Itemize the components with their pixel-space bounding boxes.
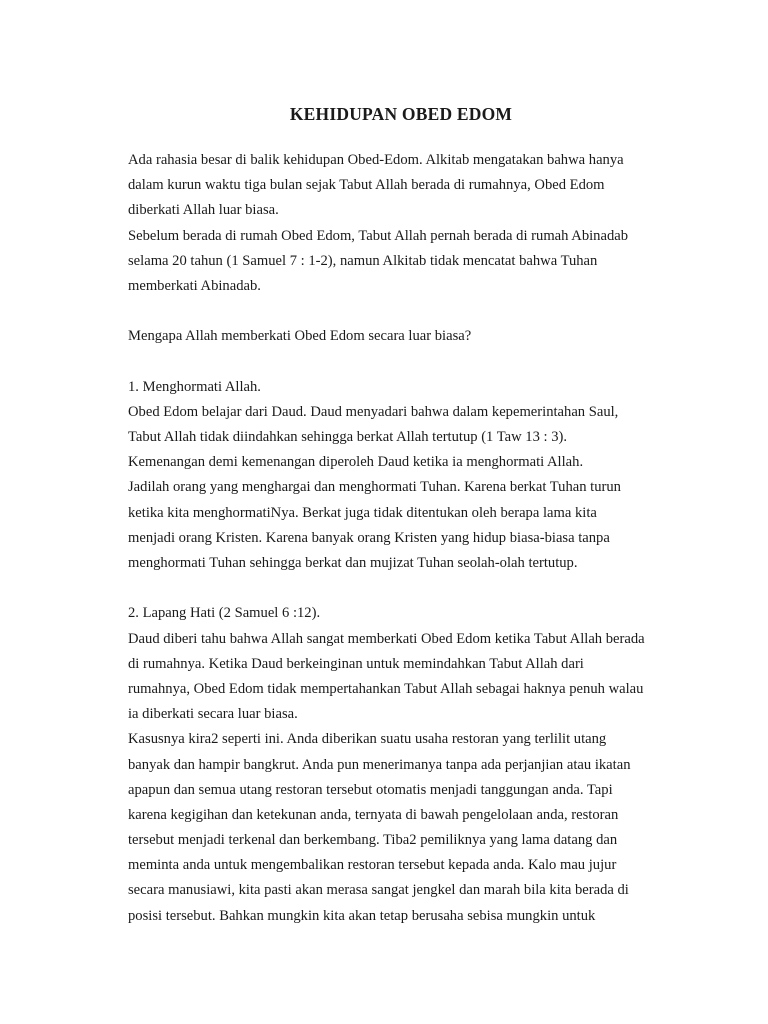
text-line: Ada rahasia besar di balik kehidupan Obed-Edom. Alkitab mengatakan bahwa hanya <box>128 152 624 168</box>
text-line: di rumahnya. Ketika Daud berkeinginan untuk memindahkan Tabut Allah dari <box>128 655 584 672</box>
document-title: KEHIDUPAN OBED EDOM <box>289 104 513 124</box>
text-line: diberkati Allah luar biasa. <box>128 202 279 219</box>
text-line: Obed Edom belajar dari Daud. Daud menyadari bahwa dalam kepemerintahan Saul, <box>128 403 619 420</box>
text-line: menjadi orang Kristen. Karena banyak orang Kristen yang hidup biasa-biasa tanpa <box>128 529 610 546</box>
text-line: ia diberkati secara luar biasa. <box>128 706 298 723</box>
text-line: banyak dan hampir bangkrut. Anda pun menerimanya tanpa ada perjanjian atau ikatan <box>128 756 631 773</box>
paragraph-gap <box>128 299 708 324</box>
text-line: Tabut Allah tidak diindahkan sehingga berkat Allah tertutup (1 Taw 13 : 3). <box>128 429 568 446</box>
text-line: 1. Menghormati Allah. <box>128 378 261 395</box>
text-line: menghormati Tuhan sehingga berkat dan mujizat Tuhan seolah-olah tertutup. <box>128 555 578 571</box>
text-line: meminta anda untuk mengembalikan restoran tersebut kepada anda. Kalo mau jujur <box>128 857 617 874</box>
paragraph-gap <box>128 576 708 601</box>
text-line: Sebelum berada di rumah Obed Edom, Tabut Allah pernah berada di rumah Abinadab <box>128 227 629 244</box>
paragraph-gap <box>128 350 708 375</box>
text-line: secara manusiawi, kita pasti akan merasa sangat jengkel dan marah bila kita berada di <box>128 882 629 899</box>
text-line: karena kegigihan dan ketekunan anda, ternyata di bawah pengelolaan anda, restoran <box>128 806 619 823</box>
text-line: Jadilah orang yang menghargai dan menghormati Tuhan. Karena berkat Tuhan turun <box>128 479 621 496</box>
text-line: 2. Lapang Hati (2 Samuel 6 :12). <box>128 605 321 622</box>
text-line: Kemenangan demi kemenangan diperoleh Daud ketika ia menghormati Allah. <box>128 454 584 471</box>
text-line: posisi tersebut. Bahkan mungkin kita akan tetap berusaha sebisa mungkin untuk <box>128 907 596 924</box>
text-line: tersebut menjadi terkenal dan berkembang. Tiba2 pemiliknya yang lama datang dan <box>128 832 618 849</box>
document-body <box>128 148 708 929</box>
text-line: Mengapa Allah memberkati Obed Edom secara luar biasa? <box>128 328 472 345</box>
text-line: rumahnya, Obed Edom tidak mempertahankan Tabut Allah sebagai haknya penuh walau <box>128 680 644 697</box>
text-line: Kasusnya kira2 seperti ini. Anda diberikan suatu usaha restoran yang terlilit utang <box>128 731 607 748</box>
text-line: memberkati Abinadab. <box>128 277 261 294</box>
text-line: Daud diberi tahu bahwa Allah sangat memberkati Obed Edom ketika Tabut Allah berada <box>128 630 645 647</box>
text-line: apapun dan semua utang restoran tersebut otomatis menjadi tanggungan anda. Tapi <box>128 781 613 798</box>
text-line: ketika kita menghormatiNya. Berkat juga tidak ditentukan oleh berapa lama kita <box>128 504 597 521</box>
text-line: dalam kurun waktu tiga bulan sejak Tabut Allah berada di rumahnya, Obed Edom <box>128 177 605 194</box>
text-line: selama 20 tahun (1 Samuel 7 : 1-2), namun Alkitab tidak mencatat bahwa Tuhan <box>128 252 598 269</box>
